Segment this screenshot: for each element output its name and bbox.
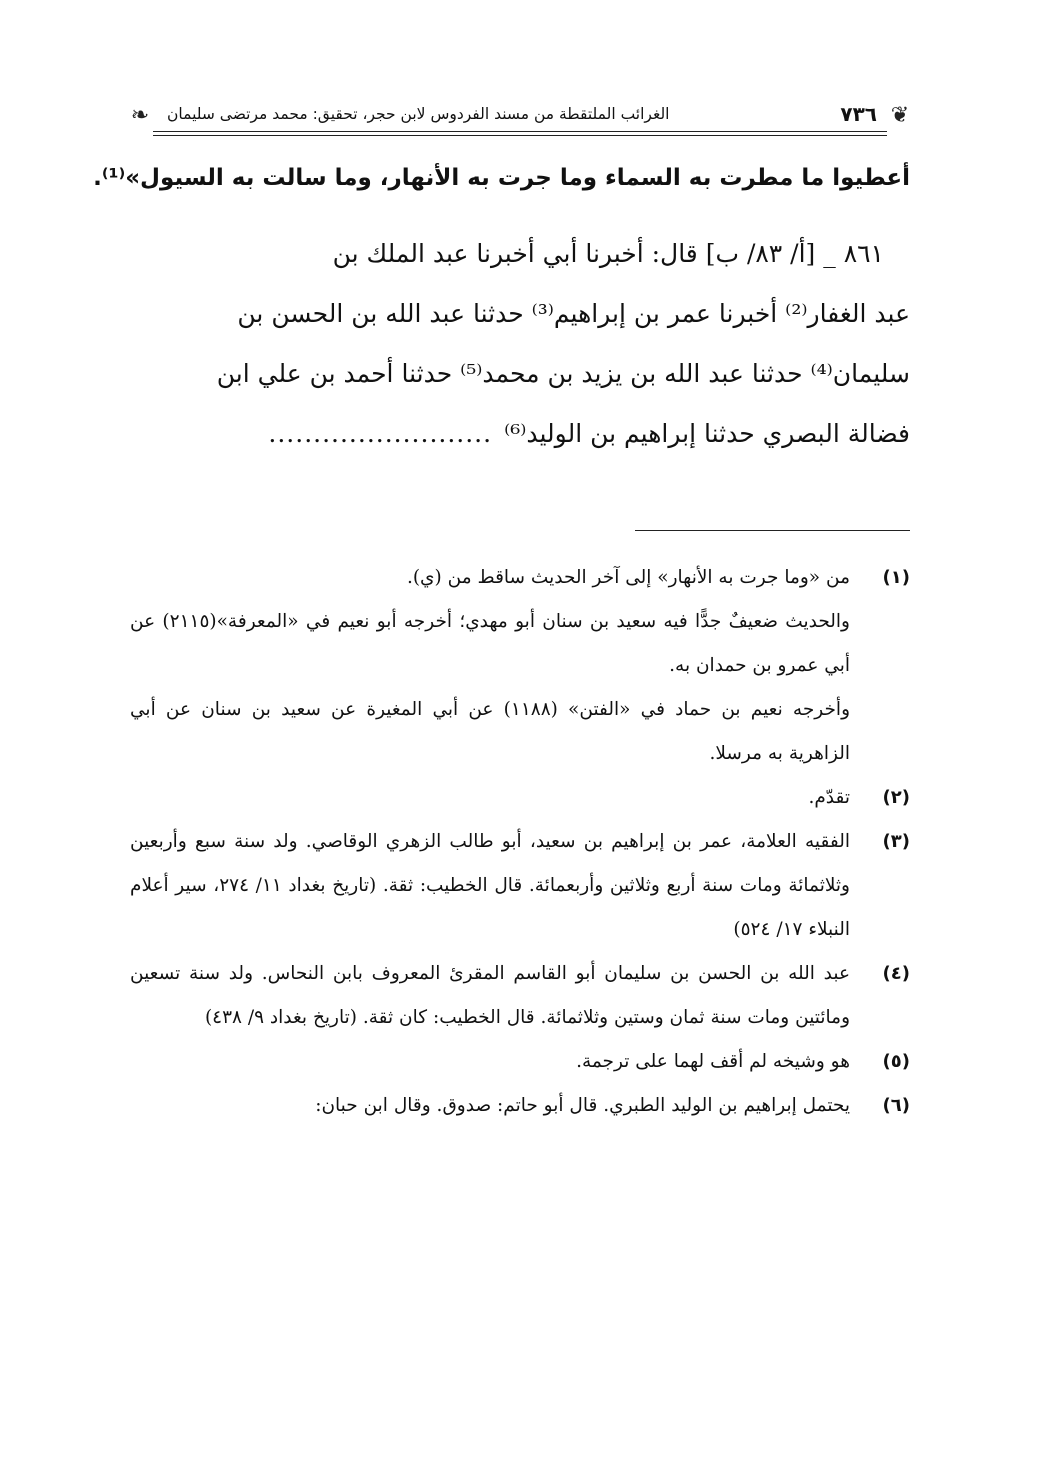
footnote-body (130, 1084, 850, 1128)
hadith-line-last (130, 404, 910, 464)
footnote (130, 820, 910, 952)
footnote-body (130, 1040, 850, 1084)
footnote-number: (٦) (882, 1095, 910, 1116)
running-title: الغرائب الملتقطة من مسند الفردوس لابن حجر، تحقيق: محمد مرتضى سليمان (167, 105, 670, 123)
footnote-body (130, 776, 850, 820)
footnote-number: (٢) (882, 787, 910, 808)
footnote-paragraph: من «وما جرت به الأنهار» إلى آخر الحديث ساقط من (ي). (406, 567, 850, 588)
hadith-line: عبد الغفار⁽²⁾ أخبرنا عمر بن إبراهيم⁽³⁾ حدثنا عبد الله بن الحسن بن (237, 299, 910, 328)
footnote-number: (٣) (882, 831, 910, 852)
footnote-number: (١) (882, 567, 910, 588)
continuation-line: أعطيوا ما مطرت به السماء وما جرت به الأنهار، وما سالت به السيول»⁽¹⁾. (93, 165, 910, 191)
footnote-paragraph: والحديث ضعيفٌ جدًّا فيه سعيد بن سنان أبو مهدي؛ أخرجه أبو نعيم في «المعرفة»(٢١١٥) عن أبي عمرو بن حمدان به. (130, 611, 850, 676)
footnote (130, 556, 910, 776)
footnote (130, 1040, 910, 1084)
running-header (125, 96, 915, 136)
footnote-paragraph: عبد الله بن الحسن بن سليمان أبو القاسم المقرئ المعروف بابن النحاس. ولد سنة تسعين ومائتين ومات سنة ثمان وستين وثلاثمائة. قال الخطيب: كان ثقة. (تاريخ بغداد ٩/ ٤٣٨) (130, 963, 850, 1028)
footnote (130, 776, 910, 820)
floral-ornament-icon: ❧ (130, 103, 150, 128)
footnote-paragraph: يحتمل إبراهيم بن الوليد الطبري. قال أبو حاتم: صدوق. وقال ابن حبان: (315, 1095, 850, 1116)
footnote-number: (٥) (882, 1051, 910, 1072)
header-rule-thin (153, 135, 887, 136)
footnote-body (130, 820, 850, 952)
floral-ornament-icon: ❦ (890, 103, 910, 128)
footnote-separator (635, 530, 910, 531)
footnote-body (130, 952, 850, 1040)
main-text (93, 150, 910, 464)
footnote (130, 1084, 910, 1128)
footnote-paragraph: الفقيه العلامة، عمر بن إبراهيم بن سعيد، أبو طالب الزهري الوقاصي. ولد سنة سبع وأربعين وثلاثمائة ومات سنة أربع وثلاثين وأربعمائة. قال الخطيب: ثقة. (تاريخ بغداد ١١/ ٢٧٤، سير أعلام النبلاء ١٧/ ٥٢٤) (130, 831, 850, 940)
page-number: ٧٣٦ (840, 102, 877, 126)
footnote-paragraph: هو وشيخه لم أقف لهما على ترجمة. (576, 1051, 850, 1072)
footnote-number: (٤) (882, 963, 910, 984)
footnote (130, 952, 910, 1040)
footnote-paragraph: وأخرجه نعيم بن حماد في «الفتن» (١١٨٨) عن أبي المغيرة عن سعيد بن سنان عن أبي الزاهرية به مرسلا. (130, 699, 851, 764)
ellipsis: ......................... (268, 419, 493, 448)
footnotes (130, 556, 910, 1128)
header-rule (153, 131, 887, 132)
hadith-text (130, 224, 910, 464)
footnote-paragraph: تقدّم. (808, 787, 850, 808)
hadith-line: ٨٦١ _ [أ/ ٨٣/ ب] قال: أخبرنا أبي أخبرنا عبد الملك بن (332, 239, 884, 268)
hadith-line: فضالة البصري حدثنا إبراهيم بن الوليد⁽⁶⁾ (504, 419, 910, 448)
footnote-body (130, 556, 850, 776)
hadith-line: سليمان⁽⁴⁾ حدثنا عبد الله بن يزيد بن محمد⁽⁵⁾ حدثنا أحمد بن علي ابن (216, 359, 910, 388)
